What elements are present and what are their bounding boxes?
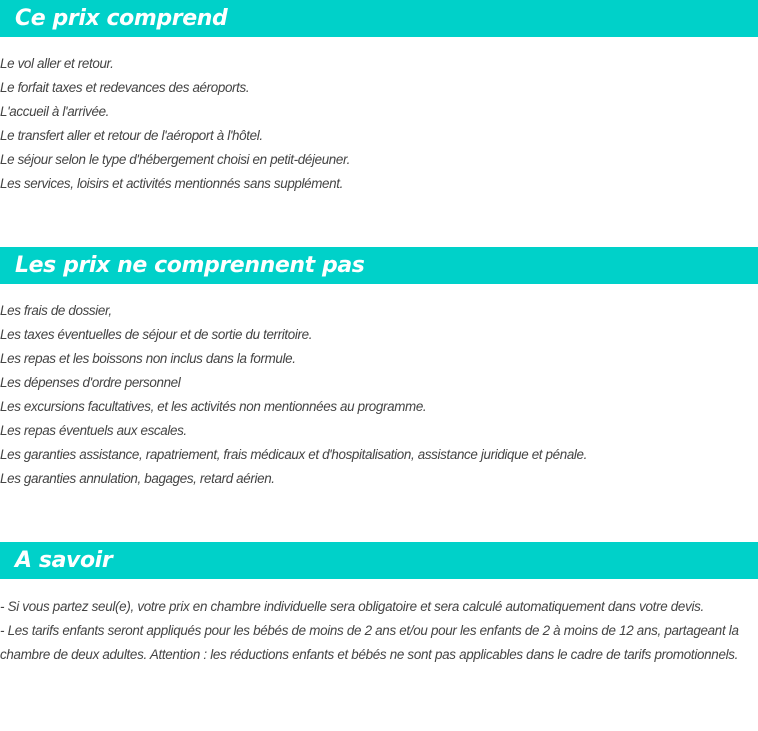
- list-item: Les services, loisirs et activités mentionnés sans supplément.: [0, 176, 343, 191]
- note-paragraph: - Si vous partez seul(e), votre prix en chambre individuelle sera obligatoire et sera calculé automatiquement dans votre devis.: [0, 599, 704, 614]
- section-price-includes: [0, 0, 758, 196]
- list-item: Le vol aller et retour.: [0, 56, 114, 71]
- list-item: Le forfait taxes et redevances des aéroports.: [0, 80, 250, 95]
- list-item: Les dépenses d'ordre personnel: [0, 375, 181, 390]
- section-title: Les prix ne comprennent pas: [15, 253, 365, 278]
- section-header: [0, 0, 758, 37]
- list-item: Les excursions facultatives, et les activités non mentionnées au programme.: [0, 399, 427, 414]
- section-header: [0, 542, 758, 579]
- section-title: Ce prix comprend: [15, 6, 228, 31]
- note-paragraph: - Les tarifs enfants seront appliqués pour les bébés de moins de 2 ans et/ou pour les enfants de 2 à moins de 12 ans, partageant la chambre de deux adultes. Attention : les réductions enfants et bébés ne sont pas applicables dans le cadre de tarifs promotionnels.: [0, 623, 739, 662]
- list-item: Les repas et les boissons non inclus dans la formule.: [0, 351, 296, 366]
- excluded-list: [0, 284, 758, 491]
- list-item: Les frais de dossier,: [0, 303, 112, 318]
- list-item: Les garanties annulation, bagages, retard aérien.: [0, 471, 275, 486]
- list-item: L'accueil à l'arrivée.: [0, 104, 110, 119]
- list-item: Les garanties assistance, rapatriement, frais médicaux et d'hospitalisation, assistance juridique et pénale.: [0, 447, 588, 462]
- section-price-excludes: [0, 247, 758, 491]
- list-item: Le transfert aller et retour de l'aéroport à l'hôtel.: [0, 128, 263, 143]
- list-item: Les taxes éventuelles de séjour et de sortie du territoire.: [0, 327, 313, 342]
- notes-block: [0, 579, 758, 667]
- list-item: Les repas éventuels aux escales.: [0, 423, 187, 438]
- included-list: [0, 37, 758, 196]
- section-title: A savoir: [15, 548, 113, 573]
- section-good-to-know: [0, 542, 758, 667]
- section-header: [0, 247, 758, 284]
- list-item: Le séjour selon le type d'hébergement choisi en petit-déjeuner.: [0, 152, 350, 167]
